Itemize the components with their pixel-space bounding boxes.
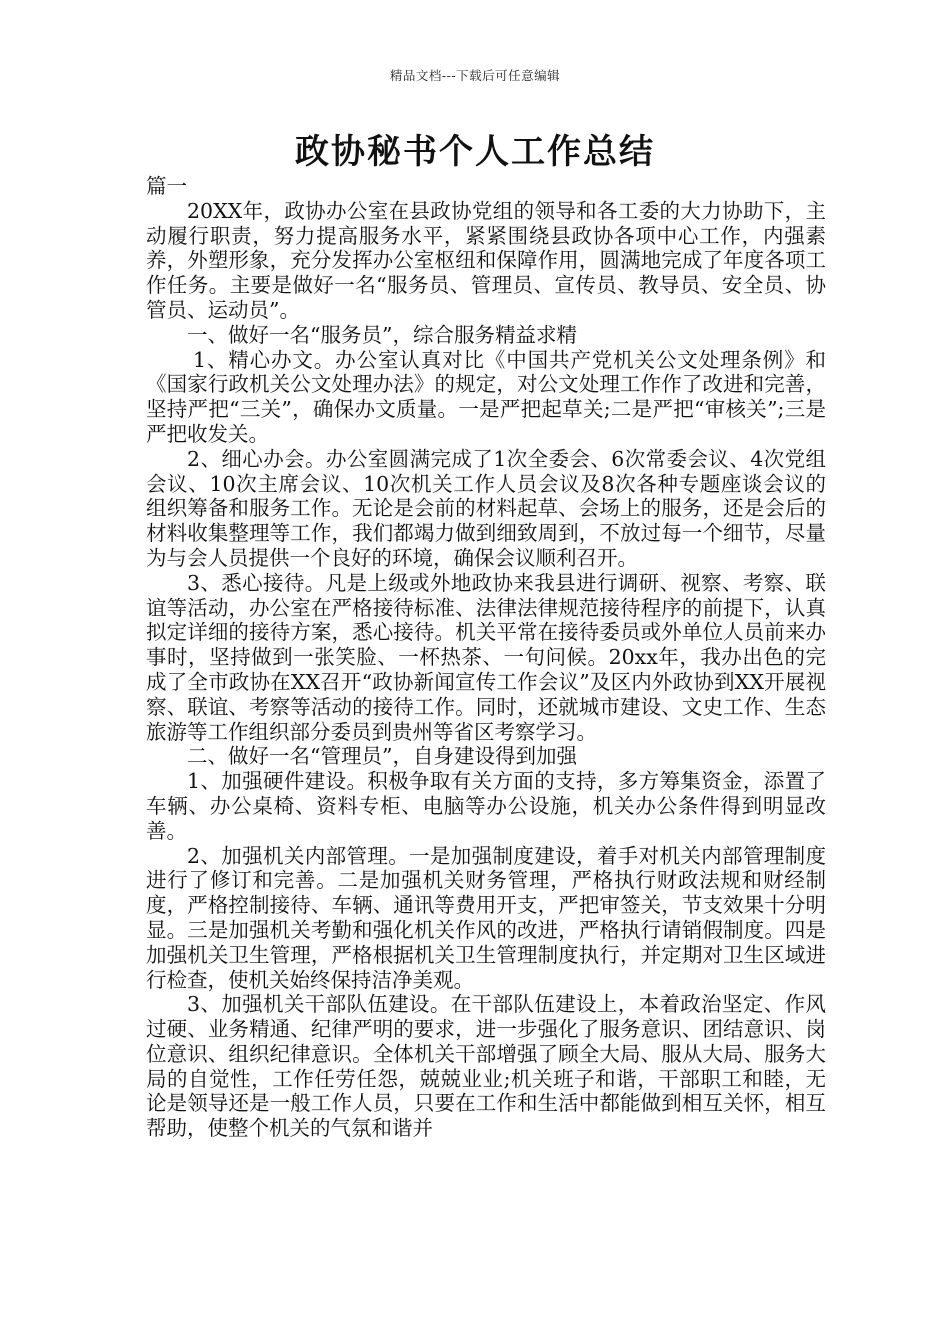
document-body xyxy=(146,174,826,1141)
section-heading: 一、做好一名“服务员”，综合服务精益求精 xyxy=(187,322,577,347)
paragraph: 2、细心办会。办公室圆满完成了1次全委会、6次常委会议、4次党组会议、10次主席会议、10次机关工作人员会议及8次各种专题座谈会议的组织筹备和服务工作。无论是会前的材料起草、会场上的服务，还是会后的材料收集整理等工作，我们都竭力做到细致周到，不放过每一个细节，尽量为与会人员提供一个良好的环境，确保会议顺利召开。 xyxy=(146,446,826,570)
section-heading: 二、做好一名“管理员”，自身建设得到加强 xyxy=(187,744,577,769)
paragraph: 1、加强硬件建设。积极争取有关方面的支持，多方筹集资金，添置了车辆、办公桌椅、资料专柜、电脑等办公设施，机关办公条件得到明显改善。 xyxy=(146,769,826,843)
section-label: 篇一 xyxy=(146,174,187,198)
paragraph: 20XX年，政协办公室在县政协党组的领导和各工委的大力协助下，主动履行职责，努力提高服务水平，紧紧围绕县政协各项中心工作，内强素养，外塑形象，充分发挥办公室枢纽和保障作用，圆满地完成了年度各项工作任务。主要是做好一名“服务员、管理员、宣传员、教导员、安全员、协管员、运动员”。 xyxy=(146,198,826,322)
paragraph: 3、悉心接待。凡是上级或外地政协来我县进行调研、视察、考察、联谊等活动，办公室在严格接待标准、法律法律规范接待程序的前提下，认真拟定详细的接待方案，悉心接待。机关平常在接待委员或外单位人员前来办事时，坚持做到一张笑脸、一杯热茶、一句问候。20xx年，我办出色的完成了全市政协在XX召开“政协新闻宣传工作会议”及区内外政协到XX开展视察、联谊、考察等活动的接待工作。同时，还就城市建设、文史工作、生态旅游等工作组织部分委员到贵州等省区考察学习。 xyxy=(146,570,826,744)
document-title: 政协秘书个人工作总结 xyxy=(295,132,655,172)
header-note: 精品文档---下载后可任意编辑 xyxy=(389,68,561,83)
paragraph: 2、加强机关内部管理。一是加强制度建设，着手对机关内部管理制度进行了修订和完善。二是加强机关财务管理，严格执行财政法规和财经制度，严格控制接待、车辆、通讯等费用开支，严把审签关，节支效果十分明显。三是加强机关考勤和强化机关作风的改进，严格执行请销假制度。四是加强机关卫生管理，严格根据机关卫生管理制度执行，并定期对卫生区域进行检查，使机关始终保持洁净美观。 xyxy=(146,843,826,992)
paragraph: 3、加强机关干部队伍建设。在干部队伍建设上，本着政治坚定、作风过硬、业务精通、纪律严明的要求，进一步强化了服务意识、团结意识、岗位意识、组织纪律意识。全体机关干部增强了顾全大局、服从大局、服务大局的自觉性，工作任劳任怨，兢兢业业;机关班子和谐，干部职工和睦，无论是领导还是一般工作人员，只要在工作和生活中都能做到相互关怀，相互帮助，使整个机关的气氛和谐并 xyxy=(146,992,826,1141)
paragraph: 1、精心办文。办公室认真对比《中国共产党机关公文处理条例》和《国家行政机关公文处理办法》的规定，对公文处理工作作了改进和完善，坚持严把“三关”，确保办文质量。一是严把起草关;二是严把“审核关”;三是严把收发关。 xyxy=(146,347,826,446)
